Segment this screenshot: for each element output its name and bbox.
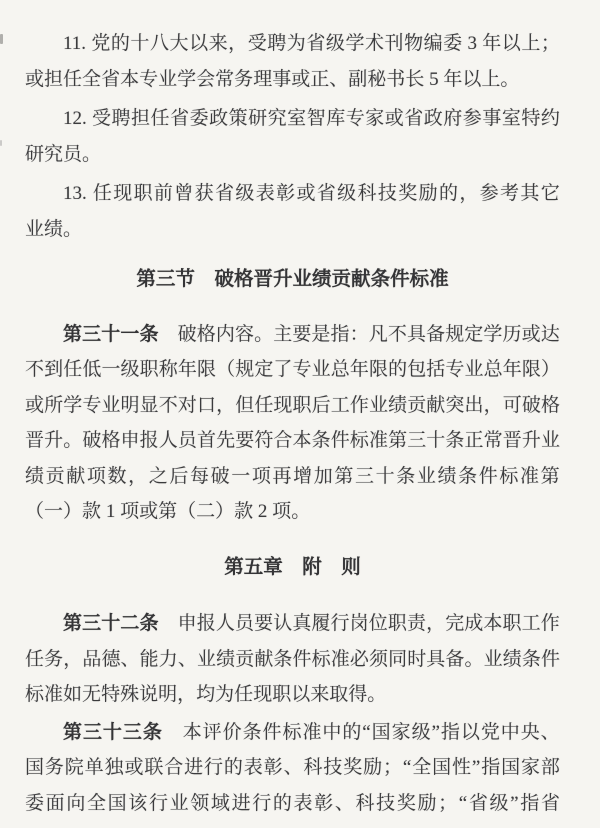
text-line: 第 三 节 破 格 晋 升 业 绩 贡 献 条 件 标 准	[136, 269, 449, 290]
chapter-heading	[25, 550, 560, 586]
text-line: 13. 任 现 职 前 曾 获 省 级 表 彰 或 省 级 科 技 奖 励 的 ， 参 考 其 它	[63, 183, 560, 204]
text-line: 标 准 如 无 特 殊 说 明 ， 均 为 任 现 职 以 来 取 得 。	[25, 684, 387, 705]
text-line: 国 务 院 单 独 或 联 合 进 行 的 表 彰 、 科 技 奖 励 ； “ 全 国 性 ” 指 国 家 部	[25, 757, 560, 778]
text-line: 不 到 任 低 一 级 职 称 年 限 （ 规 定 了 专 业 总 年 限 的 包 括 专 业 总 年 限 ）	[25, 359, 560, 380]
document-blocks	[25, 26, 560, 821]
article-31	[25, 317, 560, 530]
text-line: 研 究 员 。	[25, 143, 102, 165]
item-13	[25, 176, 560, 247]
text-line: 第 三 十 一 条 破 格 内 容 。 主 要 是 指 ： 凡 不 具 备 规 定 学 历 或 达	[63, 323, 560, 345]
text-line: 11. 党 的 十 八 大 以 来 ， 受 聘 为 省 级 学 术 刊 物 编 委 3 年 以 上 ；	[63, 33, 560, 54]
text-line: 第 五 章 附 则	[224, 556, 361, 578]
item-12	[25, 101, 560, 172]
item-11	[25, 26, 560, 97]
text-line: 或 担 任 全 省 本 专 业 学 会 常 务 理 事 或 正 、 副 秘 书 长 5 年 以 上 。	[25, 68, 520, 90]
text-line: 第 三 十 三 条 本 评 价 条 件 标 准 中 的 “ 国 家 级 ” 指 以 党 中 央 、	[63, 721, 560, 743]
text-line: 委 面 向 全 国 该 行 业 领 域 进 行 的 表 彰 、 科 技 奖 励 ； “ 省 级 ” 指 省	[25, 792, 560, 814]
text-line: （ 一 ） 款 1 项 或 第 （ 二 ） 款 2 项 。	[25, 501, 311, 522]
article-32	[25, 606, 560, 713]
article-33	[25, 715, 560, 822]
text-line: 任 务 ， 品 德 、 能 力 、 业 绩 贡 献 条 件 标 准 必 须 同 时 具 备 。 业 绩 条 件	[25, 648, 560, 670]
section-heading	[25, 262, 560, 298]
scan-artifact	[0, 34, 3, 44]
text-line: 晋 升 。 破 格 申 报 人 员 首 先 要 符 合 本 条 件 标 准 第 三 十 条 正 常 晋 升 业	[25, 430, 560, 451]
text-line: 第 三 十 二 条 申 报 人 员 要 认 真 履 行 岗 位 职 责 ， 完 成 本 职 工 作	[63, 613, 560, 634]
text-line: 或 所 学 专 业 明 显 不 对 口 ， 但 任 现 职 后 工 作 业 绩 贡 献 突 出 ， 可 破 格	[25, 394, 560, 416]
text-line: 12. 受 聘 担 任 省 委 政 策 研 究 室 智 库 专 家 或 省 政 府 参 事 室 特 约	[63, 108, 560, 129]
text-line: 业 绩 。	[25, 218, 83, 240]
text-line: 绩 贡 献 项 数 ， 之 后 每 破 一 项 再 增 加 第 三 十 条 业 绩 条 件 标 准 第	[25, 465, 560, 487]
scan-artifact	[0, 140, 2, 146]
